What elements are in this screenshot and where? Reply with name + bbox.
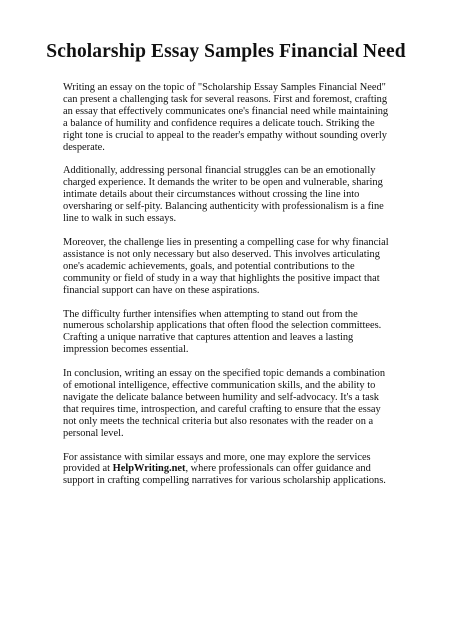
closing-text-after: , where professionals can offer guidance and support in crafting compelling narratives for various scholarship applications. — [63, 463, 386, 487]
paragraph-conclusion: In conclusion, writing an essay on the specified topic demands a combination of emotional intelligence, effective communication skills, and the ability to navigate the delicate balance between humility and self-advocacy. It's a task that requires time, introspection, and careful crafting to ensure that the essay not only meets the technical criteria but also resonates with the reader on a personal level. — [63, 368, 386, 439]
paragraph-intro: Writing an essay on the topic of "Scholarship Essay Samples Financial Need" can present a challenging task for several reasons. First and foremost, crafting an essay that effectively communicates one's financial need while maintaining a balance of humility and confidence requires a delicate touch. Striking the right tone is crucial to appeal to the reader's empathy without sounding overly desperate. — [63, 82, 389, 153]
document-body — [63, 82, 395, 487]
paragraph-emotional-challenge: Additionally, addressing personal financial struggles can be an emotionally charged experience. It demands the writer to be open and vulnerable, sharing intimate details about their circumstances without crossing the line into oversharing or self-pity. Balancing authenticity with professionalism is a fine line to walk in such essays. — [63, 165, 384, 225]
paragraph-standing-out: The difficulty further intensifies when attempting to stand out from the numerous scholarship applications that often flood the selection committees. Crafting a unique narrative that captures attention and leaves a lasting impression becomes essential. — [63, 308, 382, 356]
helpwriting-brand-link[interactable]: HelpWriting.net — [112, 463, 186, 475]
paragraph-compelling-case: Moreover, the challenge lies in presenting a compelling case for why financial assistance is not only necessary but also deserved. This involves articulating one's academic achievements, goals, and potential contributions to the community or field of study in a way that highlights the positive impact that financial support can have on these aspirations. — [63, 236, 389, 296]
document-title: Scholarship Essay Samples Financial Need — [46, 41, 406, 62]
paragraph-closing — [63, 452, 395, 488]
closing-text-before: For assistance with similar essays and more, one may explore the services provided at — [63, 451, 371, 475]
